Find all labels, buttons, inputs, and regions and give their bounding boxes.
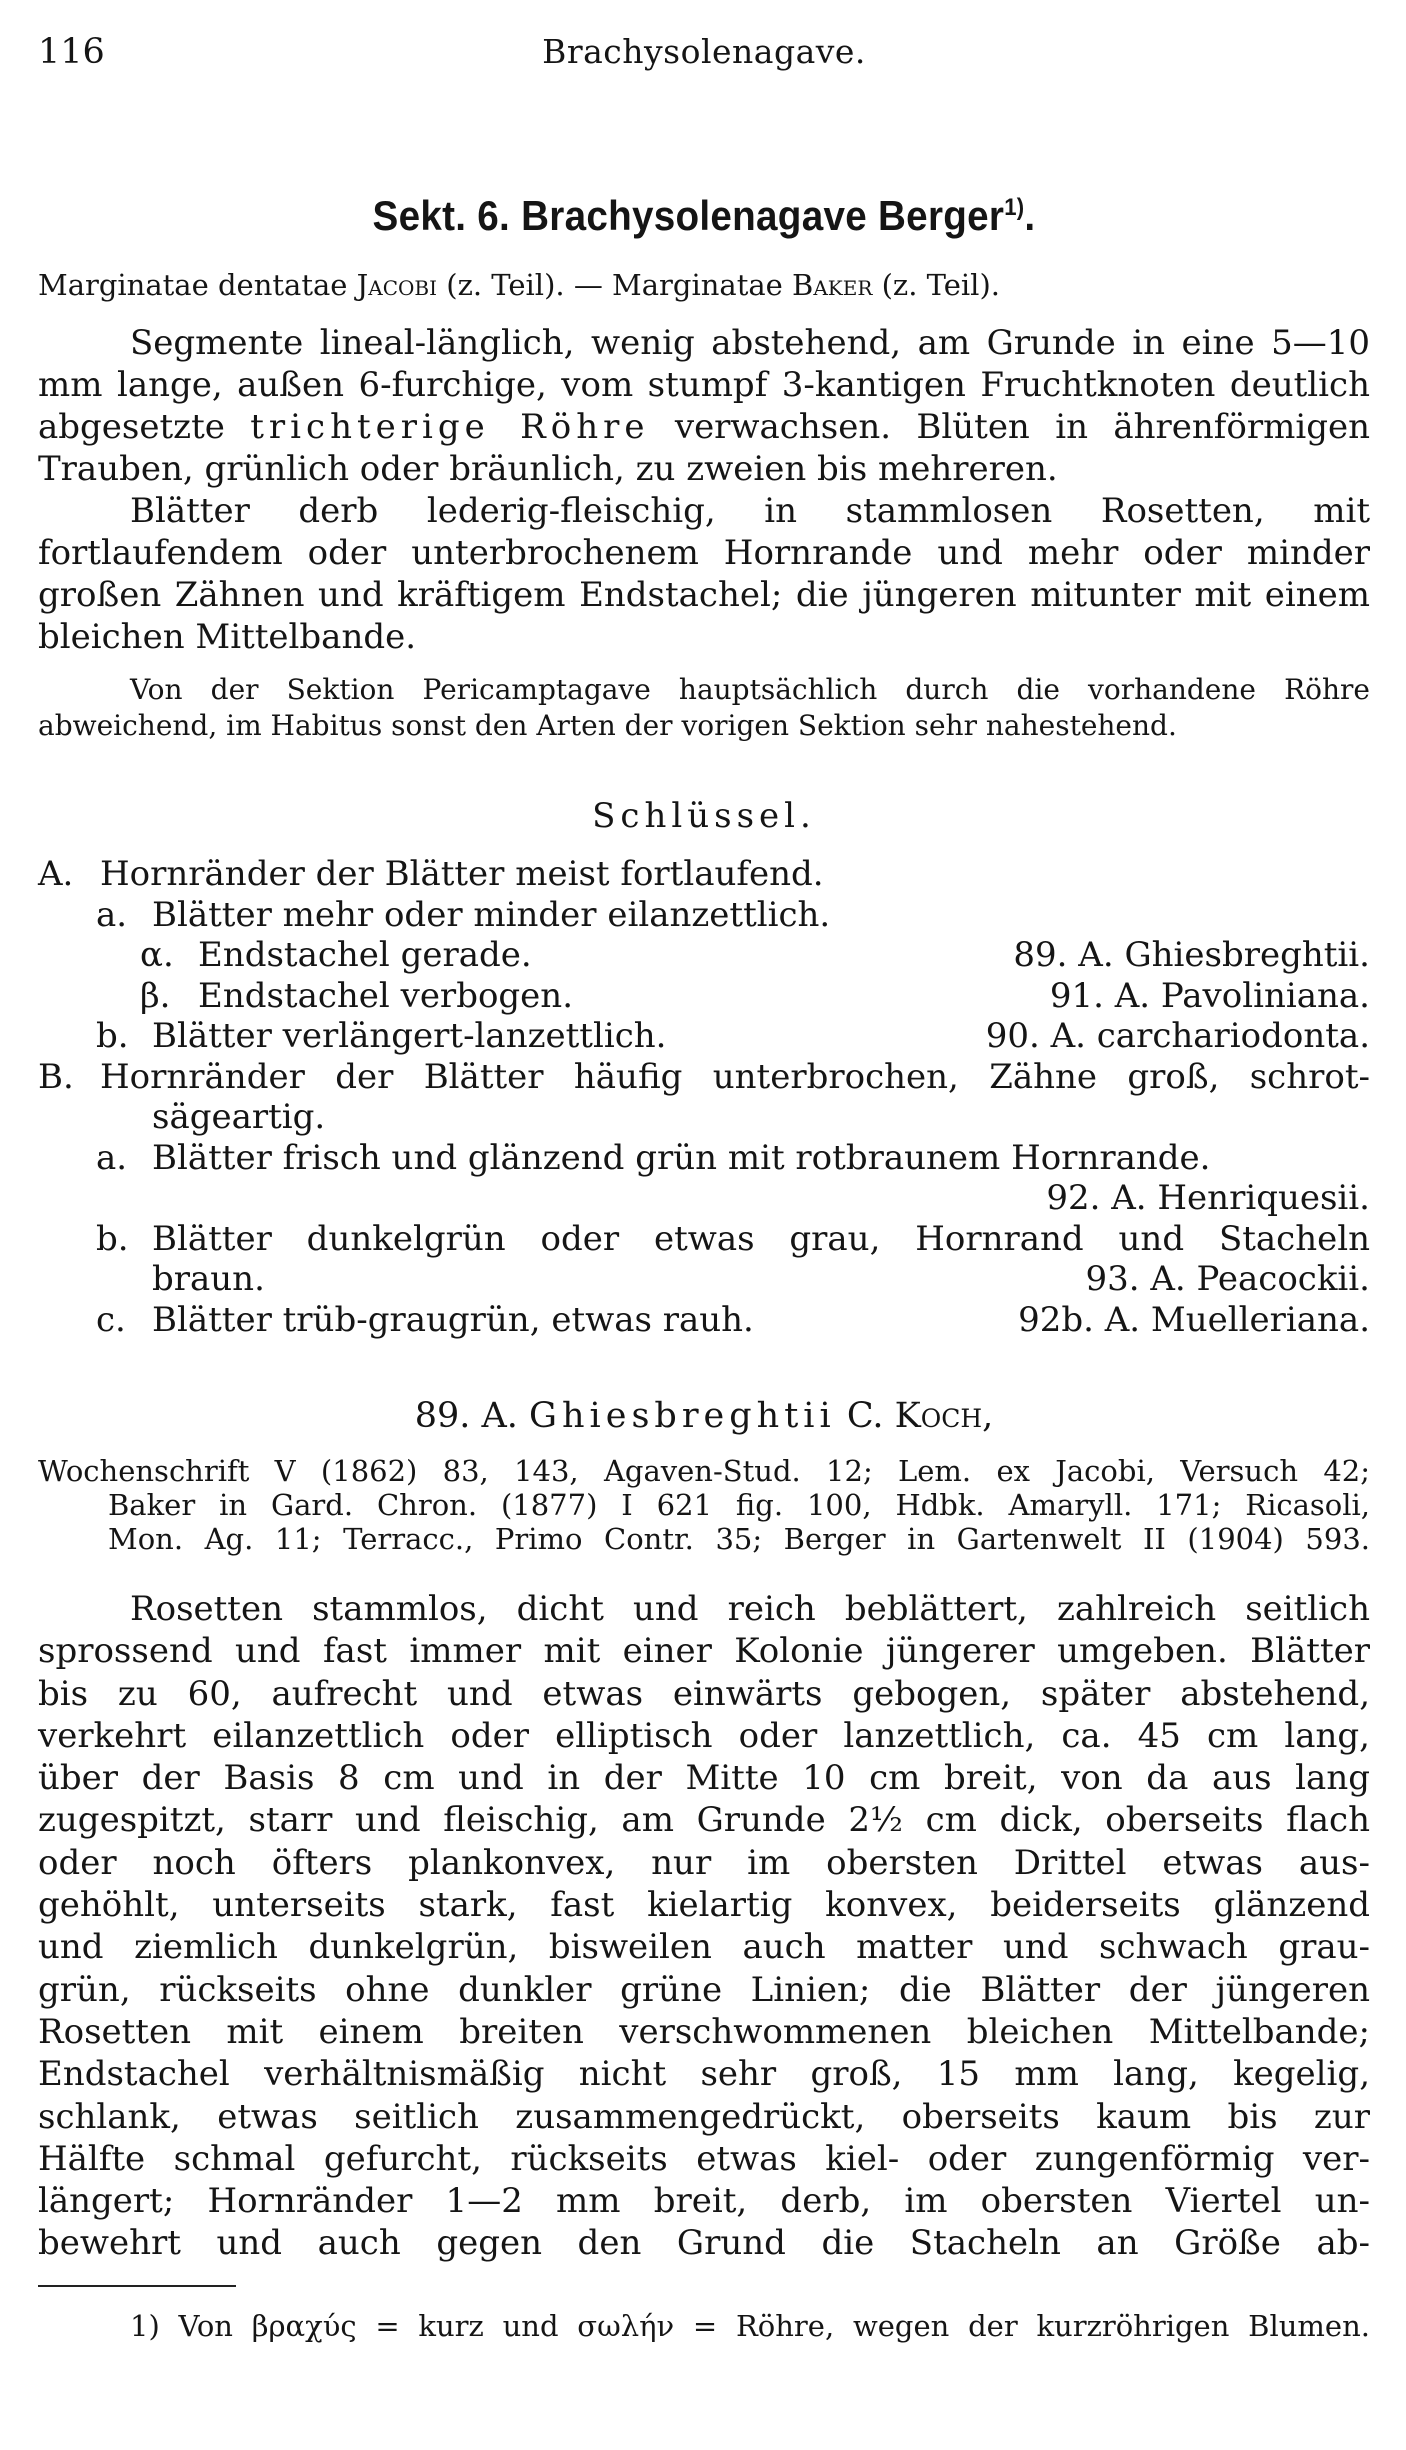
key-text: Blätter frisch und glänzend grün mit rotbraunem Hornrande.	[152, 1137, 1211, 1178]
footnote-marker: 1)	[1004, 194, 1025, 221]
synonym-text: Marginatae dentatae	[38, 268, 357, 302]
running-head: Brachysolenagave.	[542, 32, 866, 71]
description-line: grün, rückseits ohne dunkler grüne Linien; die Blätter der jüngeren	[38, 1969, 1370, 2010]
species-references	[38, 1454, 1370, 1556]
section-paragraph-2: Blätter derb lederig-fleischig, in stammlosen Rosetten, mit fortlaufendem oder unterbrochenem Hornrande und mehr oder minder großen Zähnen und kräftigem Endstachel; die jüngeren mitunter mit einem bleichen Mittelbande.	[38, 491, 1370, 657]
key-label: b.	[96, 1218, 129, 1259]
key-text: Hornränder der Blätter meist fortlaufend.	[100, 854, 824, 894]
key-text: braun.	[152, 1259, 265, 1299]
key-text: Blätter dunkelgrün oder etwas grau, Hornrand und Stacheln	[152, 1218, 1370, 1259]
description-line: oder noch öfters plankonvex, nur im obersten Drittel etwas aus-	[38, 1842, 1370, 1883]
section-synonyms	[38, 266, 1370, 304]
key-label: c.	[96, 1299, 126, 1340]
reference-line: Baker in Gard. Chron. (1877) I 621 fig. 100, Hdbk. Amaryll. 171; Ricasoli,	[108, 1488, 1370, 1522]
species-heading	[38, 1396, 1370, 1436]
key-row	[38, 854, 1370, 895]
description-line: bewehrt und auch gegen den Grund die Stacheln an Größe ab-	[38, 2223, 1370, 2264]
paragraph-text: verwachsen. Blüten in ährenförmigen Trauben, grünlich oder bräunlich, zu zweien bis mehreren.	[38, 407, 1370, 489]
key-text: Endstachel gerade.	[198, 935, 532, 975]
key-row	[38, 1259, 1370, 1300]
description-line: längert; Hornränder 1—2 mm breit, derb, im obersten Viertel un-	[38, 2181, 1370, 2222]
key-label: A.	[38, 854, 74, 894]
key-result: 91. A. Pavoliniana.	[1049, 975, 1370, 1016]
key-text: Blätter mehr oder minder eilanzettlich.	[152, 894, 831, 935]
key-row	[38, 1097, 1370, 1138]
description-line: Rosetten stammlos, dicht und reich beblättert, zahlreich seitlich	[130, 1589, 1370, 1629]
species-number: 89. A.	[414, 1396, 518, 1436]
key-text: sägeartig.	[152, 1097, 326, 1137]
key-result: 92. A. Henriquesii.	[1046, 1178, 1370, 1218]
synonym-text: (z. Teil). — Marginatae	[437, 268, 793, 302]
key-result: 90. A. carchariodonta.	[985, 1016, 1370, 1056]
key-row	[38, 895, 1370, 936]
key-result: 92b. A. Muelleriana.	[1018, 1299, 1370, 1340]
reference-line: Mon. Ag. 11; Terracc., Primo Contr. 35; Berger in Gartenwelt II (1904) 593.	[108, 1522, 1370, 1556]
page	[38, 0, 1370, 2343]
key-result: 89. A. Ghiesbreghtii.	[1013, 935, 1370, 975]
reference-line: Wochenschrift V (1862) 83, 143, Agaven-Stud. 12; Lem. ex Jacobi, Versuch 42;	[38, 1454, 1370, 1488]
author-name: Jacobi	[356, 268, 438, 302]
key-text: Hornränder der Blätter häufig unterbrochen, Zähne groß, schrot-	[100, 1056, 1370, 1097]
key-text: Blätter trüb-graugrün, etwas rauh.	[152, 1299, 754, 1340]
key-row	[38, 976, 1370, 1017]
section-note: Von der Sektion Pericamptagave hauptsächlich durch die vorhandene Röhre abweichend, im Habitus sonst den Arten der vorigen Sektion sehr nahestehend.	[38, 673, 1370, 742]
key-row	[38, 935, 1370, 976]
synonym-text: (z. Teil).	[872, 268, 1000, 302]
key-label: α.	[140, 935, 174, 975]
section-title: Sekt. 6. Brachysolenagave Berger$^{1)}$.	[372, 192, 1036, 239]
paragraph-text: Segmente lineal-länglich, wenig abstehend, am Grunde in eine 5—10 mm lange, außen 6-furchige, vom stumpf 3-kantigen Fruchtknoten deutlich abgesetzte	[38, 323, 1370, 447]
key-label: a.	[96, 1137, 128, 1178]
key-label: B.	[38, 1056, 74, 1097]
footnote-rule	[38, 2285, 236, 2287]
footnote: 1) Von βραχύς = kurz und σωλήν = Röhre, wegen der kurzröhrigen Blumen.	[130, 2308, 1370, 2343]
identification-key	[38, 854, 1370, 1340]
description-line: zugespitzt, starr und fleischig, am Grunde 2½ cm dick, oberseits flach	[38, 1800, 1370, 1841]
key-label: β.	[140, 975, 171, 1016]
key-row	[38, 1138, 1370, 1179]
description-line: gehöhlt, unterseits stark, fast kielartig konvex, beiderseits glänzend	[38, 1885, 1370, 1926]
key-row	[38, 1057, 1370, 1098]
key-title: Schlüssel.	[592, 796, 816, 836]
species-description	[38, 1588, 1370, 2265]
key-row	[38, 1219, 1370, 1260]
description-line: Endstachel verhältnismäßig nicht sehr groß, 15 mm lang, kegelig,	[38, 2054, 1370, 2095]
key-label: b.	[96, 1016, 129, 1056]
description-line: über der Basis 8 cm und in der Mitte 10 cm breit, von da aus lang	[38, 1758, 1370, 1799]
emphasis-text: trichterige Röhre	[250, 407, 650, 447]
key-text: Endstachel verbogen.	[198, 975, 574, 1016]
description-line: bis zu 60, aufrecht und etwas einwärts gebogen, später abstehend,	[38, 1673, 1370, 1714]
section-title-text: Sekt. 6. Brachysolenagave Berger	[372, 192, 1005, 239]
description-line: schlank, etwas seitlich zusammengedrückt, oberseits kaum bis zur	[38, 2096, 1370, 2137]
key-row	[38, 1300, 1370, 1341]
description-line: sprossend und fast immer mit einer Kolonie jüngerer umgeben. Blätter	[38, 1631, 1370, 1672]
description-line: Hälfte schmal gefurcht, rückseits etwas kiel- oder zungenförmig ver-	[38, 2138, 1370, 2179]
description-line: und ziemlich dunkelgrün, bisweilen auch matter und schwach grau-	[38, 1927, 1370, 1968]
species-name: Ghiesbreghtii	[529, 1396, 836, 1436]
key-text: Blätter verlängert-lanzettlich.	[152, 1016, 667, 1056]
page-number: 116	[38, 32, 105, 72]
section-paragraph-1	[38, 322, 1370, 490]
description-line: Rosetten mit einem breiten verschwommenen bleichen Mittelbande;	[38, 2011, 1370, 2052]
key-result: 93. A. Peacockii.	[1085, 1259, 1370, 1299]
key-row	[38, 1178, 1370, 1219]
key-row	[38, 1016, 1370, 1057]
page-header	[38, 32, 1370, 90]
author-name: Baker	[792, 268, 873, 302]
key-label: a.	[96, 894, 128, 935]
species-author: C. Koch,	[846, 1396, 994, 1436]
description-line: verkehrt eilanzettlich oder elliptisch oder lanzettlich, ca. 45 cm lang,	[38, 1715, 1370, 1756]
